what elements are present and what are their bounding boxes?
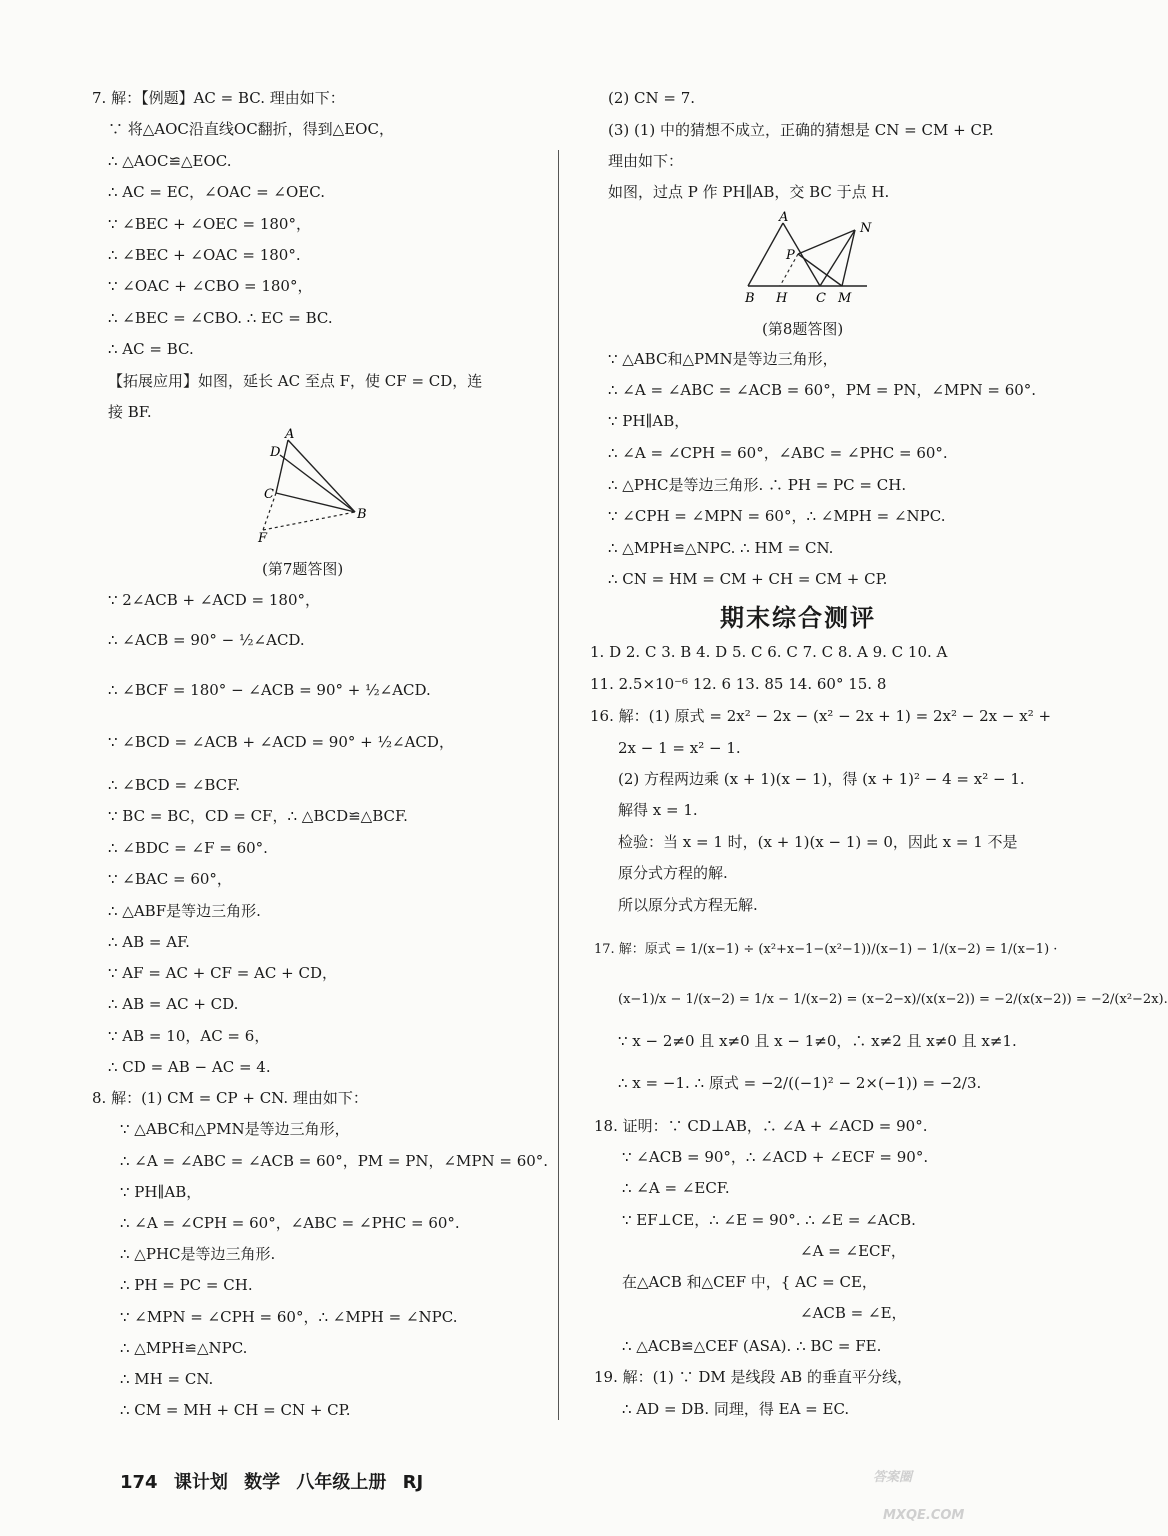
q7-line: ∵ AB = 10，AC = 6，: [108, 1027, 270, 1045]
fig7-label-c: C: [264, 487, 274, 502]
q8-line: ∵ PH∥AB，: [120, 1183, 202, 1201]
q8-line: ∴ △PHC是等边三角形.: [120, 1245, 276, 1263]
fig8-label-b: B: [745, 291, 755, 306]
fig8-label-n: N: [860, 221, 872, 236]
q7-line: ∴ ∠ACB = 90° − ½∠ACD.: [108, 631, 305, 649]
q8-line: ∴ △PHC是等边三角形. ∴ PH = PC = CH.: [608, 476, 907, 494]
q18-line: ∵ EF⊥CE，∴ ∠E = 90°. ∴ ∠E = ∠ACB.: [622, 1211, 916, 1229]
q8-line: ∴ PH = PC = CH.: [120, 1276, 253, 1294]
q18-line: 在△ACB 和△CEF 中，{ AC = CE，: [622, 1273, 877, 1291]
q7-line: 7. 解：【例题】AC = BC. 理由如下：: [92, 89, 345, 107]
watermark-url: MXQE.COM: [883, 1508, 965, 1523]
q8-line: ∴ ∠A = ∠ABC = ∠ACB = 60°，PM = PN，∠MPN = 60°.: [608, 381, 1037, 399]
fig7-label-a: A: [285, 427, 295, 442]
fig7-label-b: B: [357, 507, 367, 522]
q8-line: (2) CN = 7.: [608, 89, 696, 107]
q17-line: 17. 解：原式 = 1/(x−1) ÷ (x²+x−1−(x²−1))/(x−1) − 1/(x−2) = 1/(x−1) ·: [594, 942, 1058, 957]
section-title: 期末综合测评: [720, 604, 876, 632]
fig8-line-pm: [798, 254, 842, 286]
q17-line: ∴ x = −1. ∴ 原式 = −2/((−1)² − 2×(−1)) = −2/3.: [618, 1074, 982, 1092]
q18-line: ∴ △ACB≌△CEF (ASA). ∴ BC = FE.: [622, 1337, 882, 1355]
q8-line: ∵ △ABC和△PMN是等边三角形，: [608, 350, 838, 368]
q8-line: ∴ CN = HM = CM + CH = CM + CP.: [608, 570, 888, 588]
q7-line: ∴ △AOC≌△EOC.: [108, 152, 232, 170]
watermark-text: 答案圈: [873, 1470, 913, 1485]
q7-line: ∴ ∠BEC + ∠OAC = 180°.: [108, 246, 301, 264]
q8-line: 8. 解：(1) CM = CP + CN. 理由如下：: [92, 1089, 368, 1107]
answer-line: 1. D 2. C 3. B 4. D 5. C 6. C 7. C 8. A 9. C 10. A: [590, 643, 948, 661]
watermark-logo: [869, 1433, 1049, 1528]
q7-line: ∵ BC = BC，CD = CF，∴ △BCD≌△BCF.: [108, 807, 408, 825]
q7-line: ∴ ∠BCD = ∠BCF.: [108, 776, 240, 794]
q8-line: ∵ PH∥AB，: [608, 412, 690, 430]
q16-line: 检验：当 x = 1 时，(x + 1)(x − 1) = 0，因此 x = 1 不是: [618, 833, 1018, 851]
q19-line: 19. 解：(1) ∵ DM 是线段 AB 的垂直平分线，: [594, 1368, 912, 1386]
fig8-caption: (第8题答图): [762, 320, 844, 338]
q8-line: (3) (1) 中的猜想不成立，正确的猜想是 CN = CM + CP.: [608, 121, 994, 139]
q8-line: ∴ ∠A = ∠CPH = 60°，∠ABC = ∠PHC = 60°.: [608, 444, 948, 462]
q8-line: ∴ ∠A = ∠ABC = ∠ACB = 60°，PM = PN，∠MPN = 60°.: [120, 1152, 549, 1170]
q8-line: ∵ △ABC和△PMN是等边三角形，: [120, 1120, 350, 1138]
fig8-label-h: H: [776, 291, 788, 306]
q16-line: 所以原分式方程无解.: [618, 896, 758, 914]
q8-line: ∴ △MPH≌△NPC.: [120, 1339, 248, 1357]
fig7-label-d: D: [270, 445, 281, 460]
q7-line: ∵ 2∠ACB + ∠ACD = 180°，: [108, 591, 320, 609]
q16-line: (2) 方程两边乘 (x + 1)(x − 1)，得 (x + 1)² − 4 = x² − 1.: [618, 770, 1025, 788]
q7-line: ∴ AB = AC + CD.: [108, 995, 239, 1013]
q8-line: ∴ ∠A = ∠CPH = 60°，∠ABC = ∠PHC = 60°.: [120, 1214, 460, 1232]
q17-line: ∵ x − 2≠0 且 x≠0 且 x − 1≠0，∴ x≠2 且 x≠0 且 x≠1.: [618, 1032, 1017, 1050]
fig8-label-c: C: [816, 291, 826, 306]
q7-line: ∴ ∠BEC = ∠CBO. ∴ EC = BC.: [108, 309, 333, 327]
q16-line: 解得 x = 1.: [618, 801, 698, 819]
q19-line: ∴ AD = DB. 同理，得 EA = EC.: [622, 1400, 850, 1418]
fig8-line-nm: [842, 230, 855, 286]
figure-q8: [740, 210, 890, 315]
q16-line: 原分式方程的解.: [618, 864, 728, 882]
fig7-caption: (第7题答图): [262, 560, 344, 578]
q7-line: ∴ ∠BDC = ∠F = 60°.: [108, 839, 268, 857]
q18-line: ∠A = ∠ECF，: [800, 1242, 906, 1260]
q16-line: 16. 解：(1) 原式 = 2x² − 2x − (x² − 2x + 1) = 2x² − 2x − x² +: [590, 707, 1052, 725]
q7-line: ∵ ∠BAC = 60°，: [108, 870, 232, 888]
q7-line: ∴ AC = EC，∠OAC = ∠OEC.: [108, 183, 325, 201]
q7-line: ∴ △ABF是等边三角形.: [108, 902, 261, 920]
q7-line: ∵ AF = AC + CF = AC + CD，: [108, 964, 337, 982]
q18-line: ∵ ∠ACB = 90°，∴ ∠ACD + ∠ECF = 90°.: [622, 1148, 929, 1166]
q7-line: ∵ ∠BEC + ∠OEC = 180°，: [108, 215, 311, 233]
q16-line: 2x − 1 = x² − 1.: [618, 739, 741, 757]
page-footer: 174 课计划 数学 八年级上册 RJ: [120, 1472, 424, 1493]
q8-line: 如图，过点 P 作 PH∥AB，交 BC 于点 H.: [608, 183, 890, 201]
q17-line: (x−1)/x − 1/(x−2) = 1/x − 1/(x−2) = (x−2−x)/(x(x−2)) = −2/(x(x−2)) = −2/(x²−2x).: [618, 992, 1168, 1007]
q7-line: 接 BF.: [108, 403, 152, 421]
fig8-label-a: A: [779, 210, 789, 225]
q18-line: 18. 证明：∵ CD⊥AB，∴ ∠A + ∠ACD = 90°.: [594, 1117, 928, 1135]
fig8-label-p: P: [786, 248, 795, 263]
q7-line: ∴ AB = AF.: [108, 933, 190, 951]
fig8-line-ba: [748, 223, 783, 286]
q7-line: ∵ 将△AOC沿直线OC翻折，得到△EOC，: [108, 120, 394, 138]
figure-q7: [250, 428, 380, 548]
fig8-label-m: M: [838, 291, 852, 306]
q7-line: ∴ AC = BC.: [108, 340, 194, 358]
q7-line: ∴ ∠BCF = 180° − ∠ACB = 90° + ½∠ACD.: [108, 681, 431, 699]
q7-line: ∵ ∠OAC + ∠CBO = 180°，: [108, 277, 313, 295]
q7-line: ∴ CD = AB − AC = 4.: [108, 1058, 271, 1076]
q18-line: ∴ ∠A = ∠ECF.: [622, 1179, 730, 1197]
fig8-line-nc: [820, 230, 855, 286]
q8-line: ∵ ∠MPN = ∠CPH = 60°，∴ ∠MPH = ∠NPC.: [120, 1308, 458, 1326]
fig7-line-fb: [263, 512, 355, 530]
q8-line: 理由如下：: [608, 152, 684, 170]
q8-line: ∴ CM = MH + CH = CN + CP.: [120, 1401, 351, 1419]
column-divider: [558, 150, 559, 1420]
q8-line: ∴ MH = CN.: [120, 1370, 214, 1388]
q7-line: ∵ ∠BCD = ∠ACB + ∠ACD = 90° + ½∠ACD，: [108, 733, 454, 751]
q8-line: ∴ △MPH≌△NPC. ∴ HM = CN.: [608, 539, 834, 557]
fig8-line-pn: [798, 230, 855, 254]
answer-line: 11. 2.5×10⁻⁶ 12. 6 13. 85 14. 60° 15. 8: [590, 675, 887, 693]
q8-line: ∵ ∠CPH = ∠MPN = 60°，∴ ∠MPH = ∠NPC.: [608, 507, 946, 525]
fig7-line-ab: [288, 440, 355, 512]
q7-line: 【拓展应用】如图，延长 AC 至点 F，使 CF = CD，连: [108, 372, 483, 390]
fig7-label-f: F: [258, 531, 268, 546]
q18-line: ∠ACB = ∠E，: [800, 1304, 907, 1322]
